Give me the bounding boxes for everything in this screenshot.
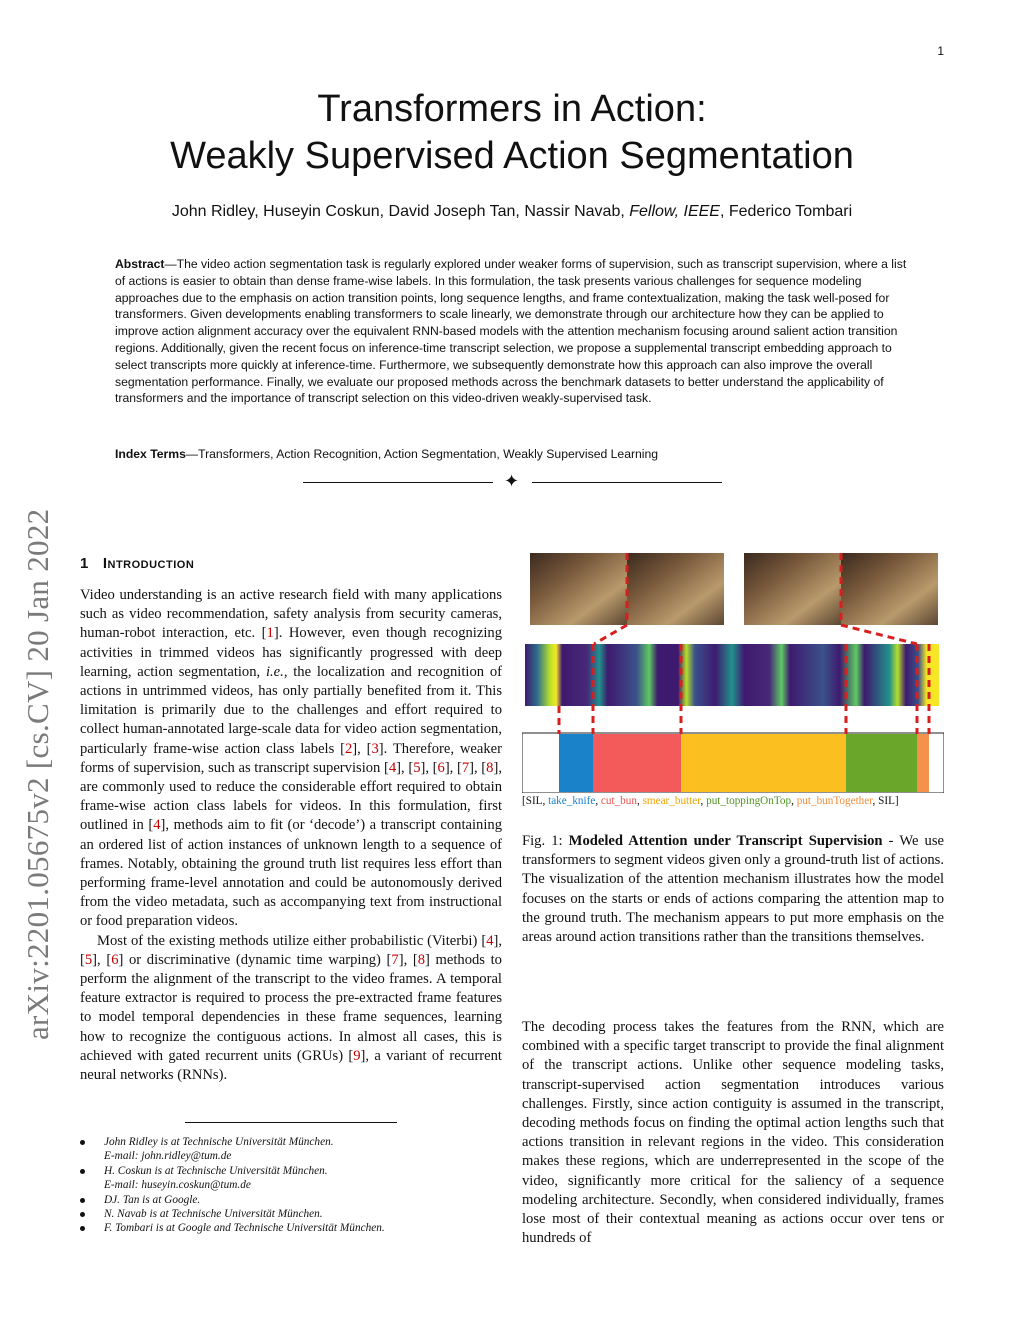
author-list [0,203,1024,221]
citation-link[interactable]: 7 [461,759,470,776]
bullet-icon [80,1198,85,1203]
citation-link[interactable]: 4 [486,932,494,949]
separator-left [303,482,493,483]
index-terms [115,447,915,461]
attention-heatmap [525,644,939,706]
citation-link[interactable]: 3 [371,740,379,757]
footnote-item: DJ. Tan is at Google. [80,1193,510,1207]
label-cut-bun: cut_bun [600,795,637,807]
label-take-knife: take_knife [548,795,596,807]
label-put-bun-together: put_bunTogether [796,795,873,807]
footnotes [80,1135,510,1236]
separator-diamond-icon: ✦ [504,471,520,491]
citation-link[interactable]: 8 [417,951,426,968]
citation-link[interactable]: 5 [84,951,93,968]
video-frame-4 [841,553,938,625]
footnote-item: John Ridley is at Technische Universität München. E-mail: john.ridley@tum.de [80,1135,510,1164]
figure-caption: Fig. 1: Modeled Attention under Transcript Supervision - We use transformers to segment videos given only a ground-truth list of actions. The visualization of the attention mechanism illustrates how the model focuses on the starts or ends of actions comparing the attention map to the ground truth. The mechanism appears to put more emphasis on the areas around action transitions rather than the transitions themselves. [522,833,944,946]
label-smear-butter: smear_butter [642,795,701,807]
citation-link[interactable]: 9 [353,1047,361,1064]
footnote-item: H. Coskun is at Technische Universität München. E-mail: huseyin.coskun@tum.de [80,1164,510,1193]
footnote-item: N. Navab is at Technische Universität München. [80,1207,510,1221]
citation-link[interactable]: 4 [153,817,161,834]
segment-cut-bun [593,734,681,792]
citation-link[interactable]: 6 [437,759,445,776]
intro-column [80,586,502,1085]
label-put-topping: put_toppingOnTop [706,795,792,807]
citation-link[interactable]: 8 [486,759,494,776]
citation-link[interactable]: 6 [111,951,119,968]
abstract [115,256,915,407]
intro-paragraph-3: The decoding process takes the features from the RNN, which are combined with a specific target transcript to provide the final alignment of the transcript actions. Unlike other sequence modeling tasks, transcript-supervised action segmentation introduces various challenges. Firstly, since action contiguity is assumed in the transcript, decoding methods focus on finding the optimal action lengths such that actions transition in relevant regions in the video. This consideration makes these regions, which are underrepresented in the scope of the video, significantly more critical for the saliency of a sequence modeling architecture. Secondly, when considered individually, frames lose most of their contextual meaning as actions occur over tens or hundreds of [522,1019,944,1247]
intro-paragraph-2: Most of the existing methods utilize either probabilistic (Viterbi) [4], [5], [6] or discriminative (dynamic time warping) [7], [8] methods to perform the alignment of the transcript to the video frames. A temporal feature extractor is required to process the pre-extracted frame features to model temporal dependencies in these frame sequences, learning how to recognize the contiguous actions. In almost all cases, this is achieved with gated recurrent units (GRUs) [9], a variant of recurrent neural networks (RNNs). [80,932,502,1084]
bullet-icon [80,1226,85,1231]
citation-link[interactable]: 4 [388,759,397,776]
abstract-label: Abstract [115,257,165,271]
section-number: 1 [80,555,89,572]
citation-link[interactable]: 7 [391,951,399,968]
citation-link[interactable]: 5 [413,759,421,776]
bullet-icon [80,1212,85,1217]
video-frame-3 [744,553,841,625]
segment-smear-butter [681,734,846,792]
paper-title [0,86,1024,180]
index-text: —Transformers, Action Recognition, Action Segmentation, Weakly Supervised Learning [185,447,659,461]
bullet-icon [80,1169,85,1174]
section-heading [80,555,194,572]
arxiv-stamp: arXiv:2201.05675v2 [cs.CV] 20 Jan 2022 [20,508,55,1040]
footnote-item: F. Tombari is at Google and Technische Universität München. [80,1221,510,1235]
authors-main: John Ridley, Huseyin Coskun, David Joseph Tan, Nassir Navab, [171,203,625,220]
figure-attention [522,553,944,793]
segment-take-knife [559,734,593,792]
segment-put-bun-together [917,734,929,792]
authors-tail: , Federico Tombari [719,203,853,220]
authors-fellow: Fellow, IEEE [629,203,720,220]
abstract-text: —The video action segmentation task is regularly explored under weaker forms of supervision, such as transcript supervision, where a list of actions is easier to obtain than dense frame-wise labels. In this formulation, the task presents various challenges for sequence modeling approaches due to the emphasis on action transition points, long sequence lengths, and frame contextualization, making the task well-posed for transformers. Given developments enabling transformers to scale linearly, we demonstrate through our architecture how they can be applied to improve action alignment accuracy over the equivalent RNN-based models with the attention mechanism focusing around salient action transition regions. Additionally, given the recent focus on inference-time transcript selection, we propose a supplemental transcript embedding approach to select transcripts more quickly at inference-time. Furthermore, we subsequently demonstrate how this approach can also improve the overall segmentation performance. Finally, we evaluate our proposed methods across the benchmark datasets to better understand the applicability of transformers and the importance of transcript selection on this video-driven weakly-supervised task. [115,257,907,406]
title-line-2: Weakly Supervised Action Segmentation [170,135,854,177]
separator-right [532,482,722,483]
video-frame-1 [530,553,627,625]
page-number: 1 [937,44,944,58]
title-line-1: Transformers in Action: [317,88,707,130]
transcript-labels: [SIL, take_knife, cut_bun, smear_butter, put_toppingOnTop, put_bunTogether, SIL] [522,795,899,807]
intro-paragraph-1: Video understanding is an active research field with many applications such as video recommendation, safety analysis from security cameras, human-robot interaction, etc. [1]. However, even though recognizing activities in trimmed videos has significantly progressed with deep learning, action segmentation, i.e., the localization and recognition of actions in untrimmed videos, has only partially benefited from it. This limitation is primarily due to the challenges and effort required to collect human-annotated large-scale data for video action segmentation, particularly frame-wise action class labels [2], [3]. Therefore, weaker forms of supervision, such as transcript supervision [4], [5], [6], [7], [8], are commonly used to reduce the considerable effort required to obtain frame-wise action class labels for videos. In this formulation, first outlined in [4], methods aim to fit (or ‘decode’) a transcript containing an ordered list of action instances of unknown length to a sequence of frames. Notably, obtaining the ground truth list requires less effort than performing frame-level annotation and could be autonomously derived from the video metadata, such as accompanying text from instructional or food preparation videos. [80,587,503,930]
video-frame-2 [627,553,724,625]
citation-link[interactable]: 2 [344,740,353,757]
index-label: Index Terms [115,447,186,461]
bullet-icon [80,1140,85,1145]
citation-link[interactable]: 1 [266,625,274,642]
section-title: Introduction [102,555,195,572]
segment-put-topping [846,734,917,792]
footnote-rule [185,1122,397,1123]
